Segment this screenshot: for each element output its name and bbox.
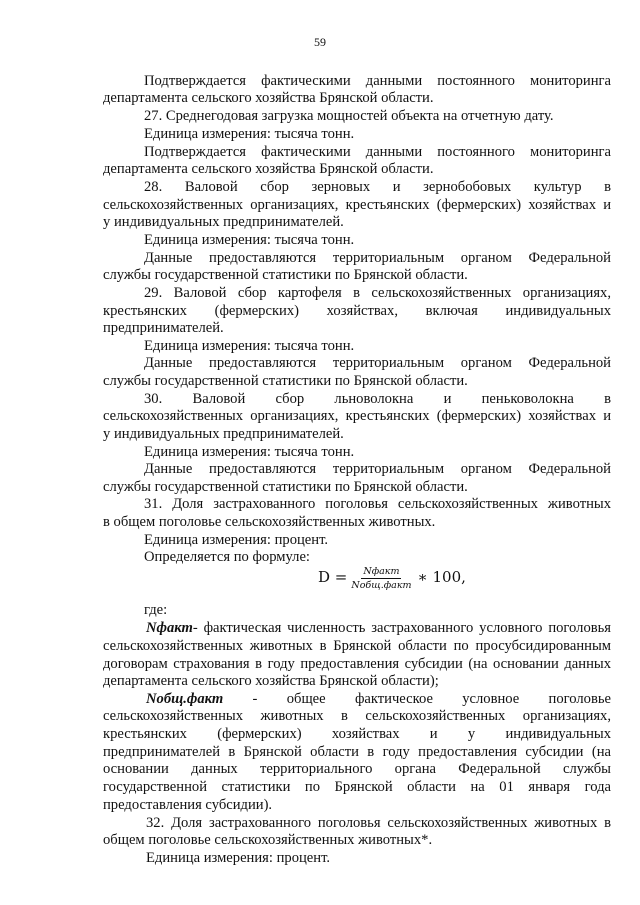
text-line: Подтверждается фактическими данными постоянного мониторинга xyxy=(144,144,611,160)
formula xyxy=(318,558,466,598)
text-line: 30. Валовой сбор льноволокна и пеньковолокна в xyxy=(144,391,611,407)
text-line: департамента сельского хозяйства Брянской области); xyxy=(103,673,439,689)
text-line: сельскохозяйственных организациях, крестьянских (фермерских) хозяйствах и xyxy=(103,408,611,424)
text-line: Данные предоставляются территориальным органом Федеральной xyxy=(144,250,611,266)
text-line: Данные предоставляются территориальным органом Федеральной xyxy=(144,461,611,477)
formula-numerator: Nфакт xyxy=(363,565,400,577)
text-line: службы государственной статистики по Брянской области. xyxy=(103,373,468,389)
text-line: департамента сельского хозяйства Брянской области. xyxy=(103,161,434,177)
text-line: Данные предоставляются территориальным органом Федеральной xyxy=(144,355,611,371)
text-line: службы государственной статистики по Брянской области. xyxy=(103,479,468,495)
text-line: Единица измерения: тысяча тонн. xyxy=(144,338,355,354)
text-line: 32. Доля застрахованного поголовья сельскохозяйственных животных в xyxy=(146,815,611,831)
text-line: общем поголовье сельскохозяйственных животных*. xyxy=(103,832,433,848)
text-line: крестьянских (фермерских) хозяйствах и у индивидуальных xyxy=(103,726,611,742)
text-line: Подтверждается фактическими данными постоянного мониторинга xyxy=(144,73,611,89)
text-line: предпринимателей в Брянской области в году предоставления субсидии (на xyxy=(103,744,611,760)
text-line: сельскохозяйственных животных в Брянской области по просубсидированным xyxy=(103,638,611,654)
text-line: где: xyxy=(144,602,168,618)
text-line: в общем поголовье сельскохозяйственных животных. xyxy=(103,514,436,530)
text-line: 27. Среднегодовая загрузка мощностей объекта на отчетную дату. xyxy=(144,108,554,124)
text-line: службы государственной статистики по Брянской области. xyxy=(103,267,468,283)
text-line: 31. Доля застрахованного поголовья сельскохозяйственных животных xyxy=(144,496,611,512)
formula-tail: ∗ 100, xyxy=(417,568,466,587)
text-line: договорам страхования в году предоставления субсидии (на основании данных xyxy=(103,656,611,672)
text-line: Единица измерения: тысяча тонн. xyxy=(144,444,355,460)
text-line: 29. Валовой сбор картофеля в сельскохозяйственных организациях, xyxy=(144,285,611,301)
line-text: - фактическая численность застрахованного условного поголовья xyxy=(192,620,611,636)
text-line: крестьянских (фермерских) хозяйствах, включая индивидуальных xyxy=(103,303,611,319)
text-line: сельскохозяйственных животных в сельскохозяйственных организациях, xyxy=(103,708,611,724)
formula-lhs: D = xyxy=(318,568,348,587)
text-line: Единица измерения: процент. xyxy=(144,532,329,548)
text-line: Единица измерения: тысяча тонн. xyxy=(144,232,355,248)
text-line: основании данных территориального органа Федеральной службы xyxy=(103,761,611,777)
text-line: сельскохозяйственных организациях, крестьянских (фермерских) хозяйствах и xyxy=(103,197,611,213)
text-line: предоставления субсидии). xyxy=(103,797,273,813)
text-line: государственной статистики по Брянской области на 01 января года xyxy=(103,779,611,795)
text-line: департамента сельского хозяйства Брянской области. xyxy=(103,90,434,106)
text-line: предпринимателей. xyxy=(103,320,224,336)
text-line: у индивидуальных предпринимателей. xyxy=(103,426,344,442)
text-line: 28. Валовой сбор зерновых и зернобобовых культур в xyxy=(144,179,611,195)
text-line: Определяется по формуле: xyxy=(144,549,310,565)
page-number: 59 xyxy=(314,35,326,49)
text-line: у индивидуальных предпринимателей. xyxy=(103,214,344,230)
formula-fraction xyxy=(351,566,411,591)
text-line: Единица измерения: тысяча тонн. xyxy=(144,126,355,142)
formula-denominator: Nобщ.факт xyxy=(351,579,412,591)
variable-term: Nфакт xyxy=(146,620,193,636)
line-text: - общее фактическое условное поголовье xyxy=(223,691,611,707)
text-line: Единица измерения: процент. xyxy=(146,850,331,866)
variable-term: Nобщ.факт xyxy=(146,691,224,707)
text-line xyxy=(146,691,611,708)
text-line xyxy=(146,620,611,637)
